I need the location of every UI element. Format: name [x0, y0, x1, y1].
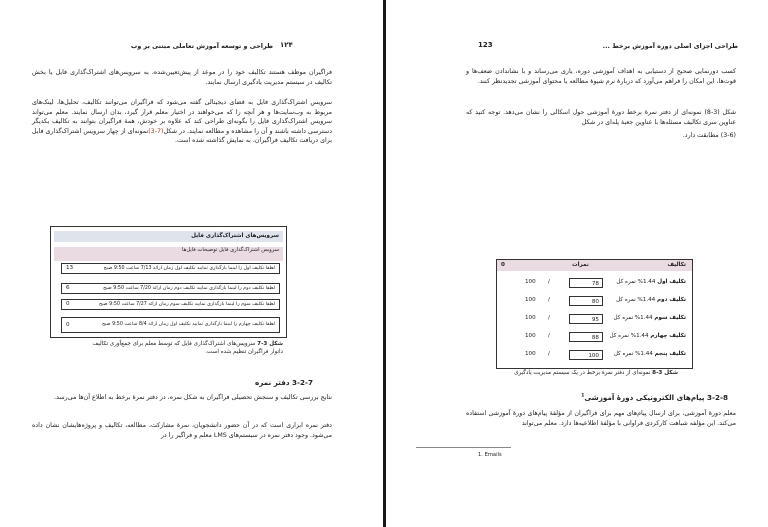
section-heading-messages: 3-2-8 پیام‌های الکترونیکی دورهٔ آموزشی$^1$ — [581, 393, 728, 402]
right-page-header: طراحی اجزای اصلی دوره آموزش برخط ... — [602, 42, 738, 50]
figure-subtitle: سرویس اشتراک‌گذاری فایل توضیحات فایل‌ها — [54, 247, 283, 261]
file-share-row-count: 6 — [66, 285, 70, 291]
footnote: 1. Emails — [478, 452, 502, 458]
left-section-paragraph-1: نتایج بررسی تکالیف و سنجش تحصیلی فراگیران به شکل نمره، در دفتر نمرهٔ برخط به اطلاع آن‌ها می‌رسد. — [54, 394, 332, 401]
grade-max: 100 — [525, 279, 536, 285]
right-paragraph-1: کسب دورنمایی صحیح از دستیابی به اهداف آموزشی دوره، یاری می‌رساند و با نشاندادن ضعف‌ها و قوت‌ها، این امکان را فراهم می‌آورد که دربارهٔ نرم شیوهٔ مطالعه یا محتوای آموزشی تجدیدنظر کنند. — [466, 68, 736, 85]
grade-score-field[interactable]: 95 — [569, 314, 603, 324]
grade-max: 100 — [525, 315, 536, 321]
file-share-row-text: لطفا تکلیف سوم را لینما بارگذاری نمایید تکلیف سوم زمان ارائه 7/27 ساعت 9:50 صبح — [99, 302, 275, 307]
grade-row: تکلیف سوم 1.44% نمره کل 95 / 100 — [525, 315, 686, 323]
gradebook-caption: شکل 3-8 نمونه‌ای از دفتر نمرهٔ برخط در یک سیستم مدیریت یادگیری — [514, 370, 678, 376]
grade-max: 100 — [525, 351, 536, 357]
file-share-row-text: لطفا تکلیف دوم را لینما بارگذاری نمایید تکلیف دوم زمان ارائه 7/20 ساعت 9:50 صبح — [103, 286, 275, 291]
left-paragraph-2: سرویس اشتراک‌گذاری فایل به فضای دیجیتالی گفته می‌شود که فراگیران می‌توانند تکالیف، تحلیل‌ها، لینک‌های مربوط به وب‌سایت‌ها و هر آنچه را که می‌خواهند در اختیار معلم قرار گیرد، بدان ارسال نمایند. معلم می‌تواند سرویس اشتراک‌گذاری فایل را بگونه‌ای طراحی کند که علاوه بر خودش، همهٔ فراگیران بتوانند به تکالیف یکدیگر دسترسی داشته باشند و آن را مشاهده و مطالعه نمایند. در شکل(7-3)نمونه‌ای از چهار سرویس اشتراک‌گذاری فایل برای دریافت تکالیف فراگیران، به نمایش گذاشته شده است. — [32, 99, 332, 145]
file-share-row-count: 0 — [66, 322, 70, 328]
grade-row-label: تکلیف دوم 1.44% نمره کل — [616, 297, 686, 303]
figure-title: سرویس‌های اشتراک‌گذاری فایل — [54, 231, 283, 242]
right-paragraph-3: (3-6) مطابقت دارد. — [682, 132, 736, 139]
file-sharing-figure — [50, 226, 287, 338]
left-page-number: ۱۲۴ — [280, 41, 293, 49]
left-paragraph-1: فراگیران موظف هستند تکالیف خود را در موعد از پیش‌تعیین‌شده، به سرویس‌های اشتراک‌گذاری فایل یا بخش تکالیف در سیستم مدیریت یادگیری ارسال نمایند. — [32, 69, 332, 86]
grade-row: تکلیف دوم 1.44% نمره کل 80 / 100 — [525, 297, 686, 305]
grade-score-field[interactable]: 78 — [569, 278, 603, 288]
left-page — [0, 0, 383, 527]
right-page — [386, 0, 768, 527]
grade-row-label: تکلیف پنجم 1.44% نمره کل — [613, 351, 686, 357]
grade-row-label: تکلیف چهارم 1.44% نمره کل — [609, 333, 686, 339]
right-page-number: 123 — [478, 41, 493, 49]
right-section-paragraph: معلم دورهٔ آموزشی، برای ارسال پیام‌های مهم برای فراگیران از مؤلفهٔ پیام‌های دورهٔ آموزشی استفاده می‌کند. این مؤلفه شباهت کارکردی فراوانی با مؤلفهٔ اطلاعیه‌ها دارد. معلم می‌تواند — [466, 410, 736, 427]
grade-score-field[interactable]: 80 — [569, 296, 603, 306]
grade-row: تکلیف چهارم 1.44% نمره کل 88 / 100 — [525, 333, 686, 341]
file-share-row[interactable] — [61, 263, 280, 274]
footnote-rule — [416, 447, 511, 448]
file-share-row[interactable] — [61, 299, 280, 310]
grade-max: 100 — [525, 297, 536, 303]
gradebook-header — [497, 260, 692, 271]
col-extra: 0 — [501, 262, 505, 268]
grade-score-field[interactable]: 100 — [569, 350, 603, 360]
file-share-row-text: لطفا تکلیف چهارم را لینما بارگذاری نمایید تکلیف اول زمان ارائه 8/4 ساعت 9:50 صبح — [101, 322, 275, 327]
file-share-row-count: 0 — [66, 301, 70, 307]
file-share-row[interactable] — [61, 283, 280, 294]
file-share-row[interactable] — [61, 317, 280, 333]
figure-reference: (7-3) — [148, 127, 164, 135]
col-grades: نمرات — [572, 262, 589, 268]
grade-row-label: تکلیف اول 1.44% نمره کل — [616, 279, 686, 285]
file-share-row-count: 13 — [66, 265, 74, 271]
grade-row-label: تکلیف سوم 1.44% نمره کل — [613, 315, 686, 321]
file-share-row-text: لطفا تکلیف اول را لینما بارگذاری نمایید تکلیف اول زمان ارائه 7/13 ساعت 9:50 صبح — [103, 266, 275, 271]
grade-score-field[interactable]: 88 — [569, 332, 603, 342]
col-assignments: تکالیف — [667, 262, 686, 268]
figure-caption: شکل 3-7 سرویس‌های اشتراک‌گذاری فایل که توسط معلم برای جمع‌آوری تکالیف دانوار فراگیران تنظیم شده است. — [92, 341, 283, 355]
grade-max: 100 — [525, 333, 536, 339]
grade-row: تکلیف اول 1.44% نمره کل 78 / 100 — [525, 279, 686, 287]
section-heading-gradebook: 3-2-7 دفتر نمره — [254, 378, 313, 387]
grade-row: تکلیف پنجم 1.44% نمره کل 100 / 100 — [525, 351, 686, 359]
left-section-paragraph-2: دفتر نمره ابزاری است که در آن حضور دانشجویان، نمرهٔ مشارکت، مطالعه، تکالیف و پروژه‌هایشان نشان داده می‌شود. وجود دفتر نمره در سیستم‌های LMS معلم و فراگیر را در — [32, 422, 332, 439]
gradebook-table — [496, 259, 693, 369]
left-page-header: طراحی و توسعه آموزش تعاملی مبتنی بر وب — [130, 42, 273, 50]
right-paragraph-2: شکل (3-8) نمونه‌ای از دفتر نمرهٔ برخط دورهٔ آموزشی حول اسکالی را نشان می‌دهد. توجه کنید که عناوین سری تکالیف مسئله‌ها با عناوین جعبهٔ پله‌ای در شکل — [466, 109, 737, 126]
